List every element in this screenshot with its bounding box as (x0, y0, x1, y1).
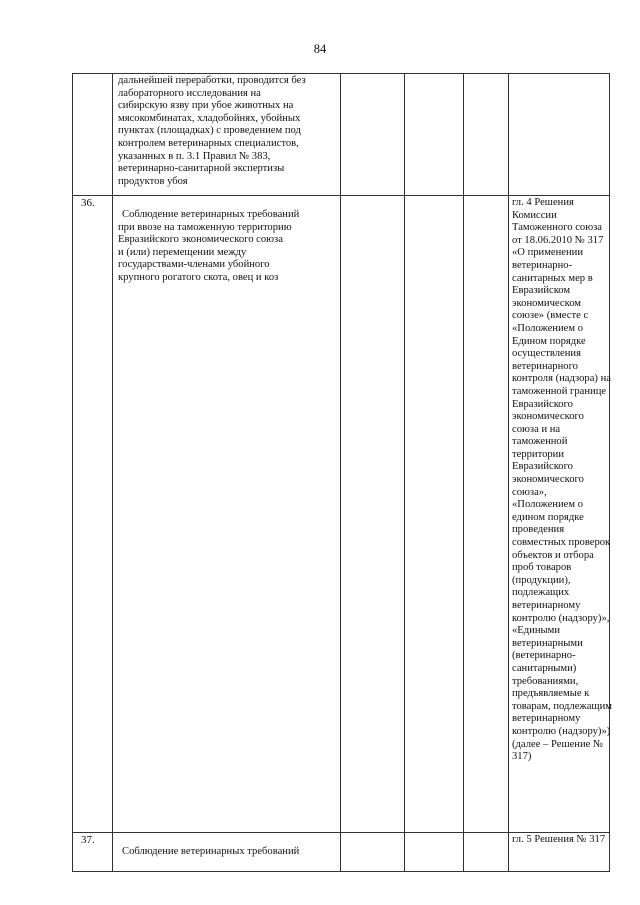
reference-line: товарам, подлежащим (512, 700, 612, 712)
requirement-line: сибирскую язву при убое животных на (118, 100, 294, 112)
requirement-line: и (или) перемещении между (118, 246, 247, 258)
reference-line: подлежащих (512, 587, 570, 599)
reference-line: экономического (512, 474, 584, 486)
reference-line: ветеринарного (512, 360, 578, 372)
reference-line: контролю (надзору)») (512, 725, 611, 737)
reference-cell (509, 74, 610, 196)
requirement-line: государствами-членами убойного (118, 259, 270, 271)
reference-line: санитарными) (512, 662, 577, 674)
table-row (73, 833, 610, 872)
reference-line: ветеринарно- (512, 259, 573, 271)
answer-cell-na (464, 833, 509, 872)
answer-cell-no (405, 833, 464, 872)
requirements-table (72, 73, 610, 872)
requirement-line: лабораторного исследования на (118, 87, 261, 99)
answer-cell-no (405, 74, 464, 196)
requirement-line: при ввозе на таможенную территорию (118, 221, 292, 233)
reference-line: проб товаров (512, 562, 572, 574)
reference-line: предъявляемые к (512, 688, 590, 700)
reference-line: (далее – Решение № (512, 738, 604, 750)
reference-line: ветеринарными (512, 637, 583, 649)
table-row (73, 196, 610, 833)
page-number: 84 (313, 42, 327, 56)
requirement-line: Соблюдение ветеринарных требований (122, 209, 300, 220)
reference-line: союза и на (512, 423, 561, 435)
requirement-line: дальнейшей переработки, проводится без (118, 75, 306, 86)
requirement-cell (113, 74, 341, 196)
reference-line: Евразийского (512, 461, 573, 473)
reference-line: территории (512, 448, 565, 460)
reference-line: ветеринарному (512, 713, 581, 725)
reference-line: «Положением о (512, 322, 583, 334)
row-number-cell: 36. (73, 196, 113, 833)
reference-line: таможенной (512, 436, 568, 448)
reference-line: объектов и отбора (512, 549, 594, 561)
reference-line: Комиссии (512, 209, 557, 221)
requirement-cell (113, 833, 341, 872)
reference-cell (509, 833, 610, 872)
row-number-cell: 37. (73, 833, 113, 872)
reference-line: ветеринарному (512, 600, 581, 611)
reference-line: (ветеринарно- (512, 650, 576, 662)
reference-line: требованиями, (512, 675, 579, 687)
requirement-line: пунктах (площадках) с проведением под (118, 125, 301, 137)
reference-line: союзе» (вместе с (512, 310, 589, 322)
reference-line: «Едиными (512, 625, 560, 637)
reference-line: совместных проверок (512, 537, 611, 549)
requirement-line: указанных в п. 3.1 Правил № 383, (118, 150, 271, 162)
reference-line: едином порядке (512, 511, 584, 523)
reference-line: 317) (512, 751, 532, 763)
reference-line: таможенной границе (512, 385, 607, 397)
reference-line: от 18.06.2010 № 317 (512, 234, 604, 246)
reference-line: Едином порядке (512, 335, 586, 347)
reference-cell (509, 196, 610, 833)
reference-line: экономическом (512, 297, 581, 309)
reference-line: Евразийском (512, 285, 571, 297)
table-row (73, 74, 610, 196)
reference-line: (продукции), (512, 574, 571, 586)
reference-line: осуществления (512, 348, 581, 360)
answer-cell-na (464, 196, 509, 833)
reference-line: Таможенного союза (512, 222, 602, 234)
requirement-line: Евразийского экономического союза (118, 234, 283, 246)
answer-cell-yes (341, 833, 405, 872)
requirement-line: контролем ветеринарных специалистов, (118, 137, 299, 149)
answer-cell-no (405, 196, 464, 833)
requirement-line: ветеринарно-санитарной экспертизы (118, 163, 285, 175)
reference-line: санитарных мер в (512, 272, 593, 284)
reference-line: проведения (512, 524, 565, 536)
requirement-line: крупного рогатого скота, овец и коз (118, 271, 279, 283)
answer-cell-yes (341, 196, 405, 833)
reference-line: союза», (512, 486, 547, 498)
answer-cell-na (464, 74, 509, 196)
reference-line: гл. 5 Решения № 317 (512, 834, 606, 845)
reference-line: контролю (надзору)», (512, 612, 610, 624)
reference-line: гл. 4 Решения (512, 197, 574, 208)
reference-line: экономического (512, 411, 584, 423)
requirement-line: Соблюдение ветеринарных требований (122, 846, 300, 857)
reference-line: контроля (надзора) на (512, 373, 611, 385)
reference-line: «О применении (512, 247, 584, 259)
requirement-line: мясокомбинатах, хладобойнях, убойных (118, 112, 301, 124)
reference-line: «Положением о (512, 499, 583, 511)
requirement-line: продуктов убоя (118, 175, 188, 187)
row-number-cell (73, 74, 113, 196)
reference-line: Евразийского (512, 398, 573, 410)
answer-cell-yes (341, 74, 405, 196)
requirement-cell (113, 196, 341, 833)
